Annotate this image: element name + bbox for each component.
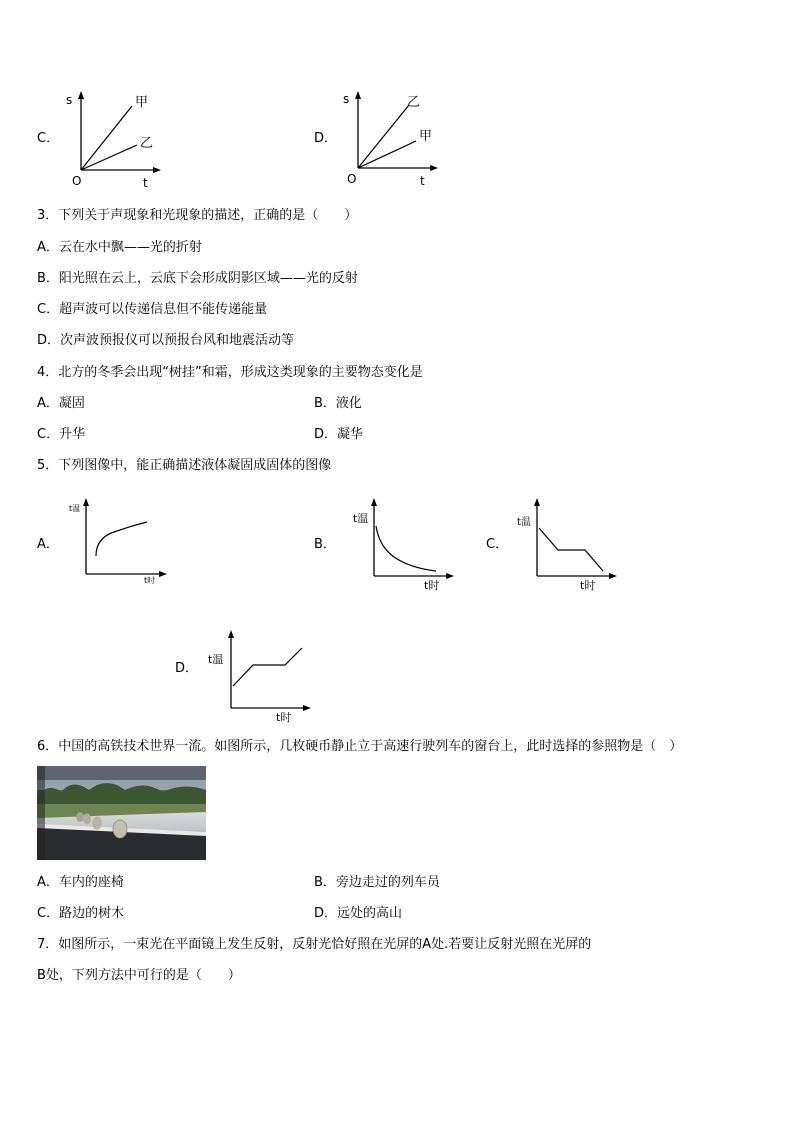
q6-option-a: A．车内的座椅 (37, 875, 124, 890)
x-axis-label: t时 (424, 579, 440, 592)
x-axis-arrow (609, 573, 617, 579)
q5-graph-a (66, 494, 176, 589)
line-upper (81, 106, 132, 170)
q5-option-a-label: A． (37, 537, 59, 552)
x-axis-label: t (143, 176, 148, 190)
q4-stem: 4．北方的冬季会出现“树挂”和霜，形成这类现象的主要物态变化是 (37, 365, 423, 380)
upper-line-label: 乙 (407, 95, 421, 110)
curve (233, 648, 302, 686)
y-axis-arrow (355, 91, 361, 99)
lower-line-label: 甲 (419, 129, 433, 144)
q2-option-c-label: C． (37, 131, 60, 146)
q4-option-b: B．液化 (314, 396, 362, 411)
q6-stem: 6．中国的高铁技术世界一流。如图所示，几枚硬币静止立于高速行驶列车的窗台上，此时选择的参照物是（ ） (37, 739, 683, 754)
q3-option-d: D．次声波预报仪可以预报台风和地震活动等 (37, 333, 295, 348)
q2-graph-c (60, 88, 160, 188)
line-lower (358, 141, 416, 168)
y-axis-label: s (343, 92, 350, 106)
y-axis-arrow (228, 630, 234, 638)
y-axis-label: t温 (353, 512, 369, 525)
upper-line-label: 甲 (135, 95, 149, 110)
q7-stem-line2: B处，下列方法中可行的是（ ） (37, 968, 241, 983)
q2-option-d-label: D． (314, 131, 338, 146)
q4-option-a: A．凝固 (37, 396, 85, 411)
curve (539, 528, 603, 571)
line-upper (358, 105, 409, 168)
line-lower (81, 145, 137, 170)
y-axis-label: t温 (208, 653, 224, 666)
q5-option-d-label: D． (175, 661, 199, 676)
x-axis-arrow (153, 167, 161, 173)
q3-option-c: C．超声波可以传递信息但不能传递能量 (37, 302, 268, 317)
q5-option-c-label: C． (486, 537, 509, 552)
x-axis-label: t (420, 174, 425, 188)
lower-line-label: 乙 (140, 136, 154, 151)
y-axis-label: t温 (69, 504, 81, 513)
q5-stem: 5．下列图像中，能正确描述液体凝固成固体的图像 (37, 458, 332, 473)
y-axis-arrow (534, 498, 540, 506)
q5-graph-d (208, 626, 328, 726)
photo-illustration (37, 766, 206, 860)
curve (376, 526, 436, 571)
q3-stem: 3．下列关于声现象和光现象的描述，正确的是（ ） (37, 208, 358, 223)
q5-option-b-label: B． (314, 537, 336, 552)
q3-option-b: B．阳光照在云上，云底下会形成阴影区域——光的反射 (37, 271, 358, 286)
x-axis-arrow (159, 571, 167, 577)
x-axis-label: t时 (580, 579, 596, 592)
q6-option-d: D．远处的高山 (314, 906, 403, 921)
x-axis-label: t时 (144, 576, 156, 585)
q4-option-d: D．凝华 (314, 427, 364, 442)
q2-graph-d (337, 88, 437, 188)
q4-option-c: C．升华 (37, 427, 86, 442)
curve (96, 522, 147, 556)
q5-graph-b (352, 494, 462, 594)
q6-option-c: C．路边的树木 (37, 906, 125, 921)
q3-option-a: A．云在水中飘——光的折射 (37, 240, 202, 255)
y-axis-label: t温 (517, 517, 531, 528)
x-axis-arrow (446, 573, 454, 579)
origin-label: O (72, 174, 82, 188)
origin-label: O (347, 172, 357, 186)
q6-option-b: B．旁边走过的列车员 (314, 875, 440, 890)
q7-stem-line1: 7．如图所示，一束光在平面镜上发生反射，反射光恰好照在光屏的A处.若要让反射光照在光屏的 (37, 937, 592, 952)
x-axis-label: t时 (276, 711, 292, 724)
x-axis-arrow (430, 165, 438, 171)
q5-graph-c (515, 494, 625, 594)
y-axis-arrow (78, 91, 84, 99)
x-axis-arrow (303, 705, 311, 711)
train-window-coins-photo (37, 766, 206, 860)
y-axis-arrow (83, 498, 89, 506)
y-axis-label: s (66, 93, 73, 107)
y-axis-arrow (371, 498, 377, 506)
